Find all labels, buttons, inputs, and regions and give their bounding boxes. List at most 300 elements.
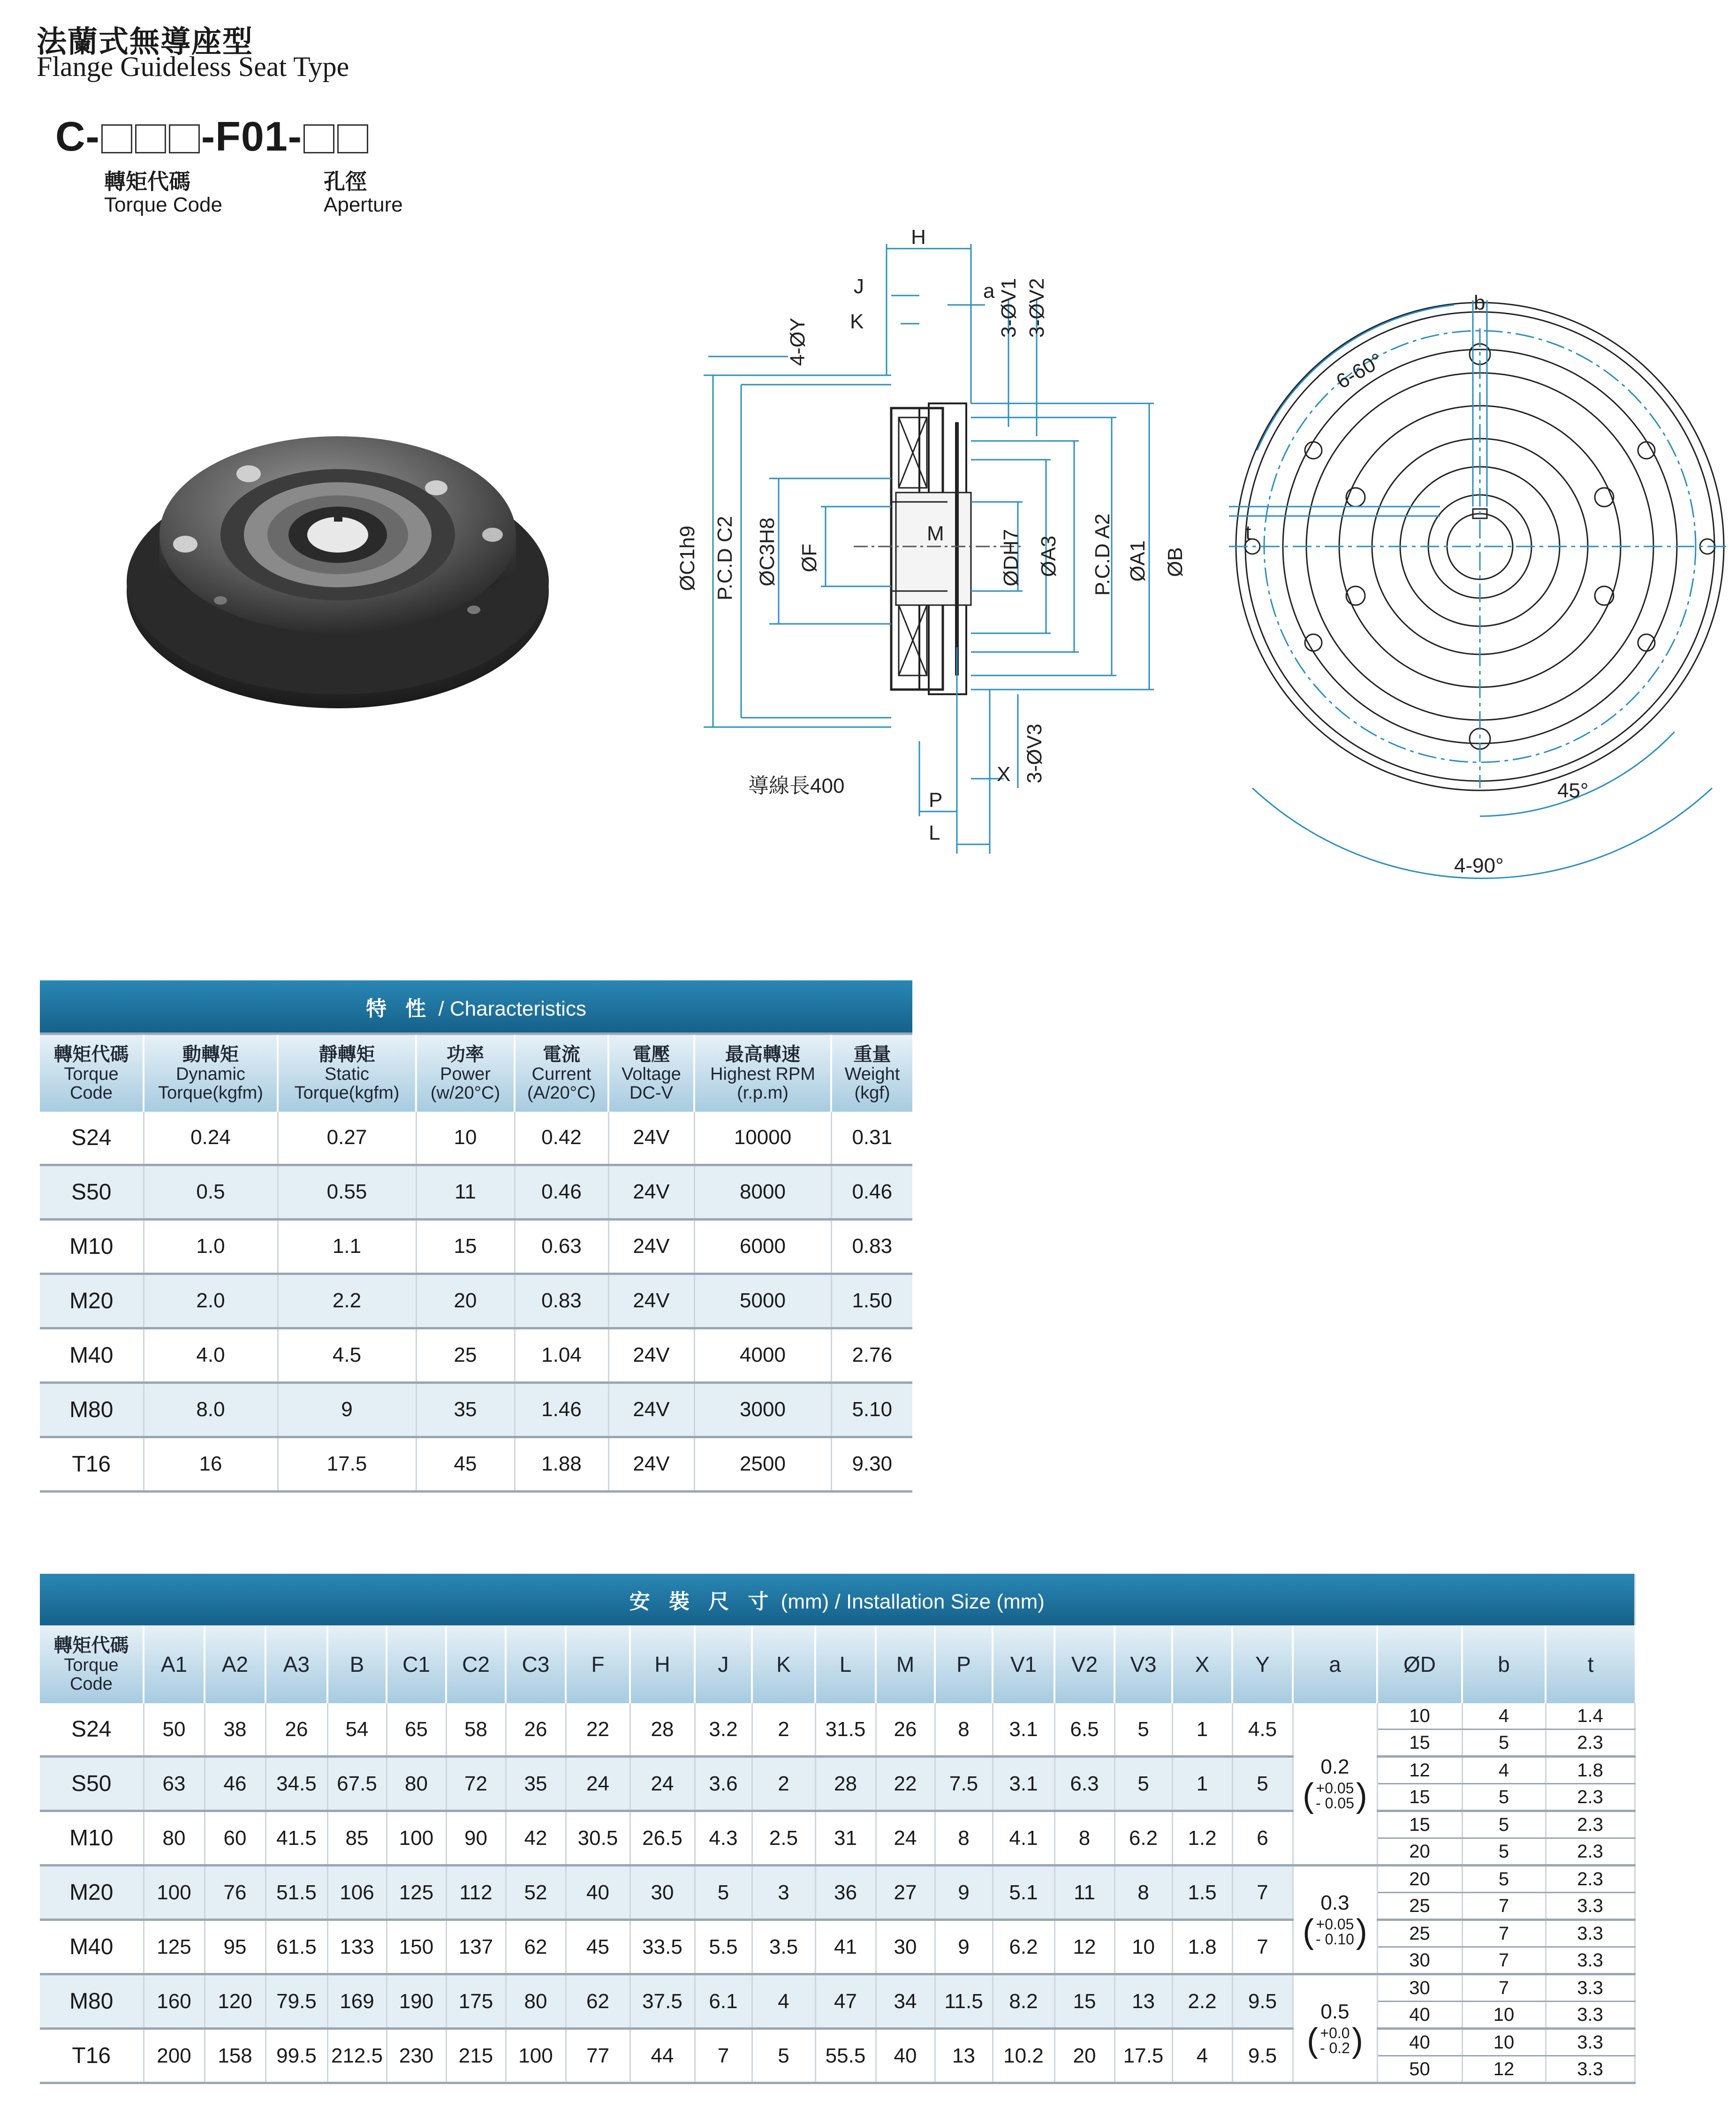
table-cell: 11 [416,1165,515,1219]
dim-dh7: ØDH7 [1000,529,1023,586]
table-cell: 112 [446,1866,506,1920]
keyway-t-cell: 2.3 [1546,1784,1635,1811]
characteristics-header-cell [608,1034,694,1112]
torque-code-cell: M20 [40,1274,144,1328]
table-cell: 67.5 [327,1757,387,1811]
table-cell: 45 [416,1437,515,1491]
torque-code-cell: S50 [40,1165,144,1219]
keyway-b-cell: 7 [1462,1893,1546,1920]
keyway-t-cell: 2.3 [1546,1811,1635,1838]
table-cell: 2.2 [278,1274,416,1328]
table-cell: 5.5 [695,1920,752,1974]
table-cell: 31 [815,1811,876,1866]
table-cell: 80 [387,1757,446,1811]
keyway-b-cell: 4 [1462,1757,1546,1784]
dim-v2: 3-ØV2 [1025,278,1048,338]
table-cell: 3.6 [695,1757,752,1811]
table-cell: 27 [876,1866,935,1920]
table-cell: 0.24 [144,1112,278,1165]
table-cell: 106 [327,1866,387,1920]
table-cell: 4.5 [278,1328,416,1382]
keyway-b-cell: 5 [1462,1811,1546,1838]
table-cell: 0.63 [515,1219,608,1274]
table-cell: 34.5 [265,1757,327,1811]
table-cell: 120 [205,1974,265,2029]
model-middle: -F01- [201,113,303,159]
table-cell: 77 [566,2029,630,2083]
dim-p: P [929,789,943,812]
torque-code-cell: M10 [40,1811,144,1866]
table-cell: 26 [506,1703,566,1757]
table-cell: 13 [935,2029,993,2083]
table-cell: 0.46 [515,1165,608,1219]
table-cell: 8.2 [993,1974,1054,2029]
header-en2: Code [70,1083,113,1103]
table-cell: 0.27 [278,1112,416,1165]
characteristics-title: 特 性 / Characteristics [40,980,912,1034]
dim-pcd-c2: P.C.D C2 [713,516,736,600]
a-tolerance [1294,2000,1377,2057]
table-cell: 6.2 [993,1920,1054,1974]
dim-h: H [911,226,926,249]
tol-plus: +0.05 [1316,1779,1354,1797]
product-photo [117,394,549,722]
header-zh: 動轉矩 [182,1044,239,1065]
header-en1: Static [324,1064,370,1084]
table-cell: 50 [144,1703,205,1757]
table-cell: 4.3 [695,1811,752,1866]
installation-title: 安 裝 尺 寸 (mm) / Installation Size (mm) [40,1574,1635,1625]
installation-header-row [40,1625,1635,1703]
table-cell: 22 [876,1757,935,1811]
table-cell: 6.3 [1054,1757,1114,1811]
bore-d-cell: 15 [1377,1811,1462,1838]
table-cell: 9 [278,1382,416,1437]
installation-row [40,1811,1635,1838]
a-tolerance-range [1303,1912,1367,1950]
table-cell: 42 [506,1811,566,1866]
page-title-zh: 法蘭式無導座型 [37,25,253,59]
keyway-b-cell: 12 [1462,2056,1546,2083]
tolerance-stack [1316,1781,1354,1811]
keyway-b-cell: 5 [1462,1784,1546,1811]
table-cell: 9 [935,1920,993,1974]
code-box [135,124,166,153]
installation-row [40,1757,1635,1784]
header-en2: Code [70,1674,113,1694]
table-cell: 100 [144,1866,205,1920]
table-cell: 0.83 [515,1274,608,1328]
header-zh: 功率 [447,1044,484,1065]
table-cell: 1.5 [1172,1866,1232,1920]
installation-row [40,1974,1635,2002]
table-cell: 1.2 [1172,1811,1232,1866]
tol-minus: - 0.05 [1316,1794,1354,1812]
table-cell: 158 [205,2029,265,2083]
dim-f: ØF [798,543,821,572]
table-cell: 8 [1114,1866,1172,1920]
characteristics-row [40,1219,912,1274]
table-cell: 4.5 [1232,1703,1293,1757]
table-cell: 15 [416,1219,515,1274]
header-en1: Highest RPM [710,1064,815,1084]
table-cell: 33.5 [630,1920,695,1974]
dim-c3: ØC3H8 [756,517,779,586]
table-cell: 15 [1054,1974,1114,2029]
table-cell: 6.2 [1114,1811,1172,1866]
table-cell: 51.5 [265,1866,327,1920]
dim-m: M [927,522,944,545]
tol-plus: +0.0 [1320,2024,1350,2041]
keyway-t-cell: 3.3 [1546,1920,1635,1947]
lead-length-label: 導線長400 [748,774,845,797]
page-title-en: Flange Guideless Seat Type [37,51,349,82]
table-cell: 8000 [694,1165,831,1219]
header-zh: 轉矩代碼 [53,1635,129,1656]
header-zh: 重量 [853,1044,891,1065]
bore-d-cell: 30 [1377,1974,1462,2002]
angle-4-90: 4-90° [1454,854,1504,877]
table-cell: 11 [1054,1866,1114,1920]
installation-header-cell: C2 [446,1625,506,1703]
characteristics-row [40,1437,912,1491]
paren-close: ) [1356,1912,1367,1950]
table-cell: 24V [608,1165,694,1219]
a-value: 0.2 [1320,1755,1349,1778]
table-cell: 5 [1232,1757,1293,1811]
table-cell: 24V [608,1274,694,1328]
torque-code-cell: M20 [40,1866,144,1920]
header-zh: 最高轉速 [725,1044,800,1065]
torque-code-zh: 轉矩代碼 [104,169,190,194]
table-cell: 7 [1232,1920,1293,1974]
torque-code-cell: S24 [40,1112,144,1165]
table-cell: 37.5 [630,1974,695,2029]
keyway-t-cell: 3.3 [1546,1893,1635,1920]
table-cell: 24 [876,1811,935,1866]
a-value: 0.3 [1320,1891,1349,1914]
table-cell: 5 [1114,1703,1172,1757]
dim-keyway-t: t [1245,521,1251,544]
table-cell: 3 [752,1866,815,1920]
table-cell: 99.5 [265,2029,327,2083]
table-cell: 25 [416,1328,515,1382]
table-cell: 190 [387,1974,446,2029]
a-tolerance-range [1303,1776,1367,1814]
table-cell: 7.5 [935,1757,993,1811]
table-cell: 79.5 [265,1974,327,2029]
paren-open: ( [1303,1776,1314,1814]
table-cell: 17.5 [278,1437,416,1491]
keyway-b-cell: 10 [1462,2029,1546,2056]
installation-table [40,1574,1636,2084]
table-cell: 30 [630,1866,695,1920]
installation-header-cell: B [327,1625,387,1703]
table-cell: 24V [608,1437,694,1491]
installation-row [40,2029,1635,2056]
bore-d-cell: 25 [1377,1920,1462,1947]
table-cell: 55.5 [815,2029,876,2083]
torque-code-en: Torque Code [104,193,222,216]
table-cell: 41.5 [265,1811,327,1866]
table-cell: 35 [506,1757,566,1811]
table-cell: 20 [416,1274,515,1328]
installation-header-cell: K [752,1625,815,1703]
dim-l: L [929,821,940,844]
table-cell: 1 [1172,1757,1232,1811]
table-cell: 100 [506,2029,566,2083]
table-cell: 80 [144,1811,205,1866]
characteristics-header-cell [416,1034,515,1112]
installation-row [40,1703,1635,1730]
characteristics-row [40,1328,912,1382]
installation-header-cell: a [1293,1625,1377,1703]
table-cell: 169 [327,1974,387,2029]
table-cell: 24V [608,1328,694,1382]
installation-header-cell: C1 [387,1625,446,1703]
code-box [337,124,368,153]
table-cell: 45 [566,1920,630,1974]
header-en2: (r.p.m) [737,1083,788,1103]
table-cell: 8 [935,1703,993,1757]
installation-header-cell: b [1462,1625,1546,1703]
bore-d-cell: 15 [1377,1730,1462,1757]
table-cell: 150 [387,1920,446,1974]
code-box [101,124,132,153]
table-cell: 5.10 [831,1382,912,1437]
installation-header-cell: H [630,1625,695,1703]
installation-row [40,1920,1635,1947]
angle-6-60: 6-60° [1332,349,1387,394]
table-cell: 22 [566,1703,630,1757]
keyway-t-cell: 3.3 [1546,2029,1635,2056]
table-cell: 10 [1114,1920,1172,1974]
dim-a: a [983,280,995,303]
table-cell: 125 [387,1866,446,1920]
paren-close: ) [1356,1776,1367,1814]
table-cell: 72 [446,1757,506,1811]
table-cell: 5.1 [993,1866,1054,1920]
keyway-t-cell: 2.3 [1546,1838,1635,1866]
table-cell: 24V [608,1219,694,1274]
characteristics-header-cell [694,1034,831,1112]
keyway-t-cell: 1.4 [1546,1703,1635,1730]
table-cell: 0.31 [831,1112,912,1165]
table-cell: 9.5 [1232,2029,1293,2083]
header-en2: (w/20°C) [430,1083,500,1103]
table-cell: 4.1 [993,1811,1054,1866]
installation-header-cell: t [1546,1625,1635,1703]
table-cell: 3.2 [695,1703,752,1757]
characteristics-header-cell [144,1034,278,1112]
section-view [854,403,1023,694]
table-cell: 1.50 [831,1274,912,1328]
header-en1: Dynamic [176,1064,245,1084]
a-tolerance [1294,1755,1377,1813]
keyway-b-cell: 7 [1462,1974,1546,2002]
bore-d-cell: 12 [1377,1757,1462,1784]
tol-minus: - 0.10 [1316,1930,1354,1948]
torque-code-cell: M80 [40,1382,144,1437]
table-cell: 3.1 [993,1703,1054,1757]
header-en1: Torque [64,1064,119,1084]
a-tolerance-cell [1293,1974,1377,2083]
table-cell: 6.5 [1054,1703,1114,1757]
characteristics-header-cell [515,1034,608,1112]
table-cell: 36 [815,1866,876,1920]
installation-header-cell: L [815,1625,876,1703]
table-cell: 28 [630,1703,695,1757]
characteristics-row [40,1274,912,1328]
table-cell: 24V [608,1112,694,1165]
table-cell: 20 [1054,2029,1114,2083]
header-zh: 靜轉矩 [318,1044,375,1065]
a-tolerance-range [1307,2021,1363,2059]
table-cell: 160 [144,1974,205,2029]
table-cell: 54 [327,1703,387,1757]
keyway-t-cell: 1.8 [1546,1757,1635,1784]
installation-header-cell: Y [1232,1625,1293,1703]
table-cell: 41 [815,1920,876,1974]
characteristics-header-row [40,1034,912,1112]
table-cell: 60 [205,1811,265,1866]
code-box [169,124,200,153]
table-cell: 9.30 [831,1437,912,1491]
torque-code-cell: S24 [40,1703,144,1757]
table-cell: 40 [876,2029,935,2083]
table-cell: 62 [566,1974,630,2029]
keyway-b-cell: 10 [1462,2002,1546,2029]
table-cell: 6.1 [695,1974,752,2029]
table-cell: 26 [265,1703,327,1757]
table-cell: 85 [327,1811,387,1866]
table-cell: 2.2 [1172,1974,1232,2029]
installation-header-cell: J [695,1625,752,1703]
installation-header-cell: P [935,1625,993,1703]
table-cell: 133 [327,1920,387,1974]
table-cell: 8.0 [144,1382,278,1437]
table-cell: 38 [205,1703,265,1757]
table-cell: 46 [205,1757,265,1811]
table-cell: 13 [1114,1974,1172,2029]
characteristics-row [40,1382,912,1437]
table-cell: 0.83 [831,1219,912,1274]
header-en2: DC-V [629,1083,673,1103]
table-cell: 31.5 [815,1703,876,1757]
dim-j: J [854,275,864,298]
table-cell: 1.88 [515,1437,608,1491]
table-cell: 2 [752,1703,815,1757]
bore-d-cell: 40 [1377,2029,1462,2056]
dim-a1: ØA1 [1126,540,1149,582]
table-cell: 1.8 [1172,1920,1232,1974]
installation-header-code [40,1625,144,1703]
characteristics-header-cell [278,1034,416,1112]
dim-v1: 3-ØV1 [997,278,1020,338]
torque-code-caption [104,170,222,217]
aperture-caption [324,170,403,217]
table-cell: 1.1 [278,1219,416,1274]
installation-header-cell: V2 [1054,1625,1114,1703]
header-en2: Torque(kgfm) [294,1083,400,1103]
tol-plus: +0.05 [1316,1915,1354,1933]
table-cell: 5 [1114,1757,1172,1811]
torque-code-cell: S50 [40,1757,144,1811]
characteristics-row [40,1165,912,1219]
keyway-t-cell: 3.3 [1546,2056,1635,2083]
keyway-t-cell: 3.3 [1546,2002,1635,2029]
table-cell: 200 [144,2029,205,2083]
table-cell: 10000 [694,1112,831,1165]
tolerance-stack [1316,1917,1354,1947]
installation-header-cell: X [1172,1625,1232,1703]
table-cell: 1.04 [515,1328,608,1382]
installation-header-cell: C3 [506,1625,566,1703]
table-cell: 8 [1054,1811,1114,1866]
installation-header-cell: A1 [144,1625,205,1703]
characteristics-header-cell [831,1034,912,1112]
dim-a3: ØA3 [1037,535,1060,577]
header-zh: 電壓 [632,1044,670,1065]
table-cell: 24 [630,1757,695,1811]
table-cell: 2 [752,1757,815,1811]
bore-d-cell: 10 [1377,1703,1462,1730]
paren-open: ( [1307,2021,1318,2059]
table-cell: 7 [695,2029,752,2083]
table-cell: 2.0 [144,1274,278,1328]
table-cell: 5000 [694,1274,831,1328]
bore-d-cell: 20 [1377,1866,1462,1893]
table-cell: 3.1 [993,1757,1054,1811]
header-zh: 電流 [543,1044,580,1065]
table-cell: 100 [387,1811,446,1866]
bore-d-cell: 30 [1377,1947,1462,1974]
tol-minus: - 0.2 [1319,2039,1350,2056]
bore-d-cell: 40 [1377,2002,1462,2029]
angle-45: 45° [1557,779,1589,802]
table-cell: 2500 [694,1437,831,1491]
table-cell: 17.5 [1114,2029,1172,2083]
keyway-b-cell: 7 [1462,1920,1546,1947]
table-cell: 10.2 [993,2029,1054,2083]
table-cell: 12 [1054,1920,1114,1974]
table-cell: 3000 [694,1382,831,1437]
table-cell: 35 [416,1382,515,1437]
table-cell: 80 [506,1974,566,2029]
table-cell: 0.5 [144,1165,278,1219]
keyway-b-cell: 5 [1462,1838,1546,1866]
dim-c1: ØC1h9 [676,525,699,591]
table-cell: 5 [752,2029,815,2083]
installation-row [40,1866,1635,1893]
keyway-b-cell: 7 [1462,1947,1546,1974]
torque-code-cell: M40 [40,1920,144,1974]
keyway-b-cell: 4 [1462,1703,1546,1730]
table-cell: 61.5 [265,1920,327,1974]
dim-pcd-a2: P.C.D A2 [1091,513,1114,596]
dim-x: X [997,763,1011,786]
dim-v3: 3-ØV3 [1023,723,1046,783]
installation-header-cell: F [566,1625,630,1703]
table-cell: 24V [608,1382,694,1437]
paren-open: ( [1303,1912,1314,1950]
header-en1: Weight [844,1064,900,1084]
table-cell: 9.5 [1232,1974,1293,2029]
header-zh: 轉矩代碼 [53,1044,129,1065]
model-code [55,113,370,160]
keyway-t-cell: 2.3 [1546,1730,1635,1757]
table-cell: 2.5 [752,1811,815,1866]
